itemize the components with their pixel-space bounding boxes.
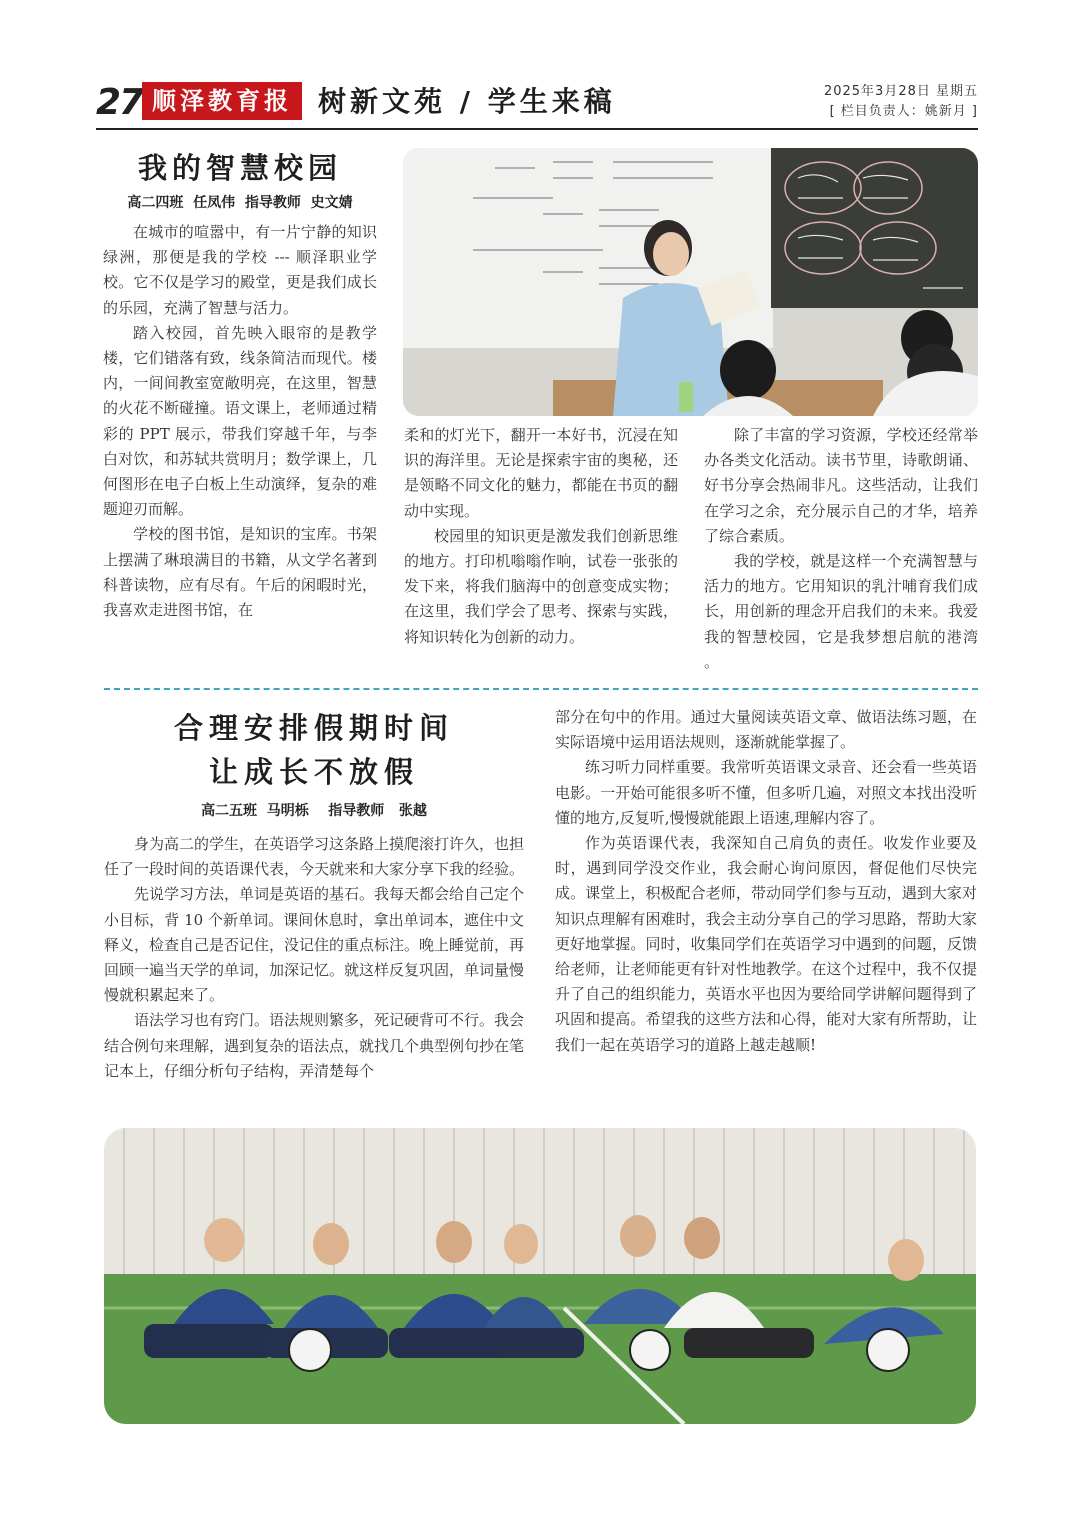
section-title: 树新文苑 / 学生来稿 (318, 85, 616, 118)
paragraph: 柔和的灯光下，翻开一本好书，沉浸在知识的海洋里。无论是探索宇宙的奥秘，还是领略不同文化的魅力，都能在书页的翻动中实现。 (404, 426, 678, 520)
issue-date: 2025年3月28日 星期五 (823, 84, 978, 99)
paragraph: 部分在句中的作用。通过大量阅读英语文章、做语法练习题，在实际语境中运用语法规则，逐渐就能掌握了。 (555, 708, 977, 752)
column-editor: [ 栏目负责人：姚新月 ] (829, 104, 978, 119)
article-column-1 (104, 832, 524, 1084)
students-group-photo (104, 1128, 976, 1424)
article-title (104, 706, 524, 794)
paragraph: 练习听力同样重要。我常听英语课文录音、还会看一些英语电影。一开始可能很多听不懂，但多听几遍，对照文本找出没听懂的地方,反复听,慢慢就能跟上语速,理解内容了。 (555, 758, 977, 827)
title-line-2: 让成长不放假 (208, 755, 419, 789)
article-column-2 (404, 423, 678, 650)
masthead (96, 78, 978, 130)
paragraph: 学校的图书馆，是知识的宝库。书架上摆满了琳琅满目的书籍，从文学名著到科普读物，应有尽有。午后的闲暇时光，我喜欢走进图书馆，在 (103, 525, 377, 620)
paragraph: 在城市的喧嚣中，有一片宁静的知识绿洲，那便是我的学校 --- 顺泽职业学校。它不仅是学习的殿堂，更是我们成长的乐园，充满了智慧与活力。 (103, 223, 377, 317)
paragraph: 校园里的知识更是激发我们创新思维的地方。打印机嗡嗡作响，试卷一张张的发下来，将我们脑海中的创意变成实物；在这里，我们学会了思考、探索与实践，将知识转化为创新的动力。 (404, 526, 678, 646)
article-column-2 (555, 705, 977, 1058)
paragraph: 身为高二的学生，在英语学习这条路上摸爬滚打许久，也担任了一段时间的英语课代表，今天就来和大家分享下我的经验。 (104, 835, 525, 879)
article-byline: 高二四班 任凤伟 指导教师 史文婧 (127, 195, 353, 211)
article-byline: 高二五班 马明栎 指导教师 张越 (201, 803, 427, 819)
article-column-1 (103, 220, 377, 623)
article-column-3 (704, 423, 978, 675)
paragraph: 语法学习也有窍门。语法规则繁多，死记硬背可不行。我会结合例句来理解，遇到复杂的语法点，就找几个典型例句抄在笔记本上，仔细分析句子结构，弄清楚每个 (104, 1011, 525, 1080)
paper-logo: 顺泽教育报 (142, 82, 302, 120)
classroom-photo (403, 148, 978, 416)
page-number: 27 (96, 82, 143, 123)
paragraph: 我的学校，就是这样一个充满智慧与活力的地方。它用知识的乳汁哺育我们成长，用创新的理念开启我们的未来。我爱我的智慧校园，它是我梦想启航的港湾 。 (704, 552, 978, 671)
paragraph: 先说学习方法，单词是英语的基石。我每天都会给自己定个小目标，背 10 个新单词。课间休息时，拿出单词本，遮住中文释义，检查自己是否记住，没记住的重点标注。晚上睡觉前，再回顾一遍当天学的单词，加深记忆。就这样反复巩固，单词量慢慢就积累起来了。 (104, 885, 525, 1005)
paragraph: 踏入校园，首先映入眼帘的是教学楼，它们错落有致，线条简洁而现代。楼内，一间间教室宽敞明亮，在这里，智慧的火花不断碰撞。语文课上，老师通过精彩的 PPT 展示，带我们穿越千年，与李白对饮，和苏轼共赏明月；数学课上，几何图形在电子白板上生动演绎，复杂的难题迎刃而解。 (103, 323, 377, 519)
title-line-1: 合理安排假期时间 (173, 711, 454, 745)
paragraph: 除了丰富的学习资源，学校还经常举办各类文化活动。读书节里，诗歌朗诵、好书分享会热闹非凡。这些活动，让我们在学习之余，充分展示自己的才华，培养了综合素质。 (704, 426, 978, 545)
paragraph: 作为英语课代表，我深知自己肩负的责任。收发作业要及时，遇到同学没交作业，我会耐心询问原因，督促他们尽快完成。课堂上，积极配合老师，带动同学们参与互动，遇到大家对知识点理解有困难时，我会主动分享自己的学习思路，帮助大家更好地掌握。同时，收集同学们在英语学习中遇到的问题，反馈给老师，让老师能更有针对性地教学。在这个过程中，我不仅提升了自己的组织能力，英语水平也因为要给同学讲解问题得到了巩固和提高。希望我的这些方法和心得，能对大家有所帮助，让我们一起在英语学习的道路上越走越顺! (555, 834, 977, 1054)
article-title: 我的智慧校园 (137, 151, 342, 185)
section-divider (104, 688, 978, 690)
